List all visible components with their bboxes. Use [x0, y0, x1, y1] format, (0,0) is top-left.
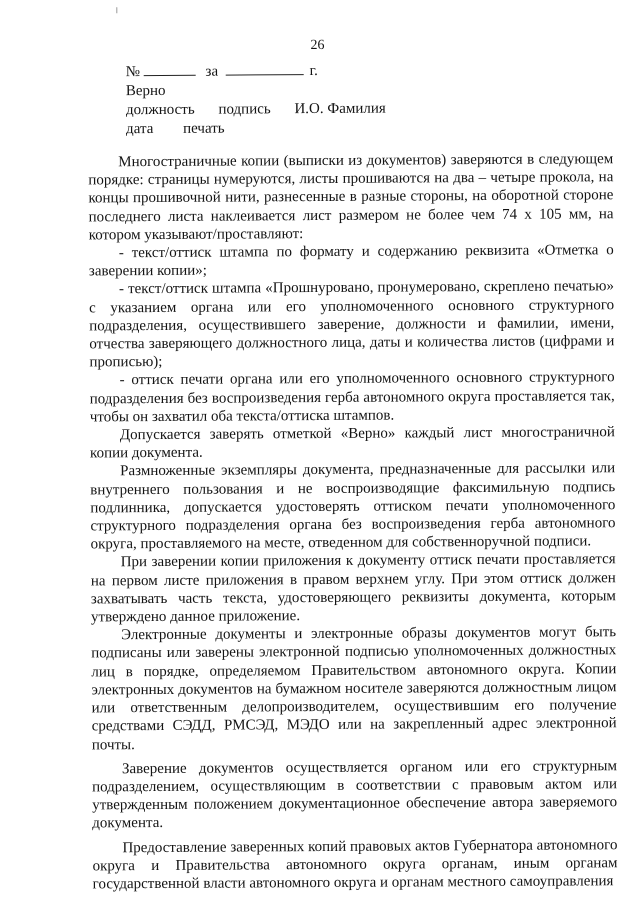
paragraph: Предоставление заверенных копий правовых актов Губернатора автономного округа и Правительства автономного округа органам, иным органам государственной власти автономного округа и органам местного самоуправления: [92, 836, 618, 893]
date-blank: [226, 62, 304, 75]
position-label: должность: [125, 101, 195, 119]
paragraph: Заверение документов осуществляется органом или его структурным подразделением, осуществляющим в соответствии с правовым актом или утвержденным положением документационное обеспечение автора заверяемого документа.: [92, 757, 618, 832]
number-blank: [144, 63, 196, 76]
paragraph: При заверении копии приложения к документу оттиск печати проставляется на первом листе приложения в правом верхнем углу. При этом оттиск должен захватывать часть текста, удостоверяющего реквизиты документа, которым утверждено данное приложение.: [90, 551, 616, 626]
year-suffix: г.: [309, 63, 318, 80]
list-item: - текст/оттиск штампа по формату и содержанию реквизита «Отметка о заверении копии»;: [88, 242, 614, 280]
paragraph: Размноженные экземпляры документа, предназначенные для рассылки или внутреннего пользования и не воспроизводящие факсимильную подпись подлинника, допускается удостоверять оттиском печати уполномоченного структурного подразделения органа без воспроизведения герба автономного округа, проставляемого на месте, отведенном для собственноручной подписи.: [90, 460, 616, 553]
scan-mark: [116, 7, 117, 13]
date-stamp-line: [126, 120, 225, 140]
signature-line: [126, 100, 386, 121]
verno-label: Верно: [125, 82, 166, 100]
number-date-line: [126, 62, 318, 82]
fio-label: И.О. Фамилия: [294, 100, 386, 118]
list-item: - оттиск печати органа или его уполномоченного основного структурного подразделения без воспроизведения герба автономного округа проставляется так, чтобы он захватил оба текста/оттиска штампов.: [89, 369, 615, 426]
paragraph: Электронные документы и электронные образы документов могут быть подписаны или заверены электронной подписью уполномоченных должностных лиц в порядке, определяемом Правительством автономного округа. Копии электронных документов на бумажном носителе заверяются должностным лицом или ответственным делопроизводителем, осуществившим его получение средствами СЭДД, РМСЭД, МЭДО или на закрепленный адрес электронной почты.: [91, 624, 617, 753]
document-body: [88, 150, 618, 893]
signature-label: подпись: [218, 101, 271, 118]
list-item: - текст/оттиск штампа «Прошнуровано, пронумеровано, скреплено печатью» с указанием органа или его уполномоченного основного структурного подразделения, осуществившего заверение, должности и фамилии, имени, отчества заверяющего должностного лица, даты и количества листов (цифрами и прописью);: [89, 278, 615, 371]
paragraph: Допускается заверять отметкой «Верно» каждый лист многостраничной копии документа.: [89, 424, 615, 462]
za-label: за: [205, 63, 219, 80]
paragraph: Многостраничные копии (выписки из документов) заверяются в следующем порядке: страницы нумеруются, листы прошиваются на два – четыре прокола, на концы прошивочной нити, разнесенные в разные стороны, на оборотной стороне последнего листа наклеивается лист размером не более чем 74 х 105 мм, на котором указывают/проставляют:: [88, 151, 614, 244]
stamp-label: печать: [183, 120, 225, 137]
number-label: №: [125, 64, 141, 81]
date-label: дата: [125, 121, 154, 138]
page-number: 26: [310, 37, 325, 54]
